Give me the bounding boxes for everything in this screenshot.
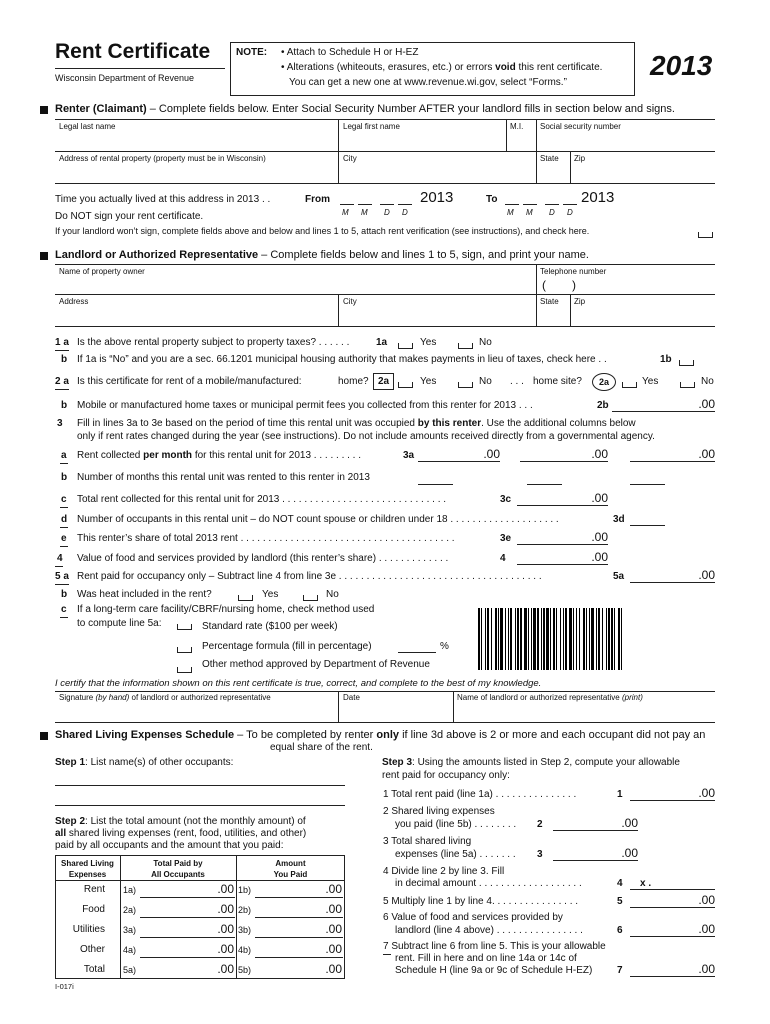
input-3e[interactable] [517, 544, 608, 545]
barcode-bar [614, 608, 615, 670]
barcode-bar [565, 608, 567, 670]
checkbox-standard-rate[interactable] [177, 624, 192, 630]
step-1: Step 1: List name(s) of other occupants: [55, 757, 234, 768]
checkbox-landlord-wont-sign[interactable] [698, 232, 713, 238]
input-3a[interactable] [418, 461, 500, 462]
barcode-bar [515, 608, 516, 670]
field-landlord-address[interactable]: Address [59, 297, 89, 306]
input-2b-your-food[interactable] [255, 917, 343, 918]
barcode-bar [560, 608, 561, 670]
section-bullet [40, 252, 48, 260]
step-2: Step 2: List the total amount (not the monthly amount) of [55, 816, 306, 827]
input-5a[interactable] [630, 582, 715, 583]
standard-rate-label: Standard rate ($100 per week) [202, 621, 338, 632]
landlord-heading: Landlord or Authorized Representative – Complete fields below and lines 1 to 5, sign, and print your name. [55, 249, 589, 261]
certification-statement: I certify that the information shown on this rent certificate is true, correct, and complete to the best of my knowledge. [55, 678, 542, 689]
barcode-bar [510, 608, 512, 670]
field-telephone[interactable]: Telephone number [540, 267, 607, 276]
barcode-bar [602, 608, 603, 670]
landlord-wont-sign: If your landlord won’t sign, complete fields above and below and lines 1 to 5, attach rent verification (see instructions), and check here. [55, 226, 590, 236]
checkbox-1b[interactable] [679, 360, 694, 366]
barcode-bar [550, 608, 551, 670]
field-landlord-zip[interactable]: Zip [574, 297, 586, 306]
step3-line-2: 2 Shared living expenses [383, 806, 495, 817]
to-year: 2013 [581, 189, 615, 206]
input-step3-3[interactable] [553, 860, 638, 861]
field-landlord-city[interactable]: City [343, 297, 357, 306]
input-3c[interactable] [517, 505, 608, 506]
line-3a-text: Rent collected per month for this rental unit for 2013 . . . . . . . . . [77, 450, 362, 461]
input-3a-col2[interactable] [520, 461, 608, 462]
barcode-bar [543, 608, 545, 670]
line-3-instructions-2: only if rent rates changed during the year (see instructions). Do not include amounts received directly from a governmental agency. [77, 431, 655, 442]
barcode-bar [591, 608, 594, 670]
barcode-bar [579, 608, 580, 670]
barcode-bar [485, 608, 486, 670]
input-step3-6[interactable] [630, 936, 715, 937]
tax-year: 2013 [650, 50, 713, 81]
input-2a-total-food[interactable] [140, 917, 235, 918]
line-1b-text: If 1a is “No” and you are a sec. 66.1201 municipal housing authority that makes payments in lieu of taxes, check here . . [77, 354, 607, 365]
input-step3-7[interactable] [630, 976, 715, 977]
from-year: 2013 [420, 189, 454, 206]
barcode-bar [608, 608, 610, 670]
field-rental-address[interactable]: Address of rental property (property must be in Wisconsin) [59, 154, 266, 163]
barcode [478, 608, 718, 670]
barcode-bar [495, 608, 497, 670]
barcode-bar [498, 608, 499, 670]
line-3b-text: Number of months this rental unit was rented to this renter in 2013 [77, 472, 370, 483]
step3-line-1: 1 Total rent paid (line 1a) . . . . . . . . . . . . . . . [383, 789, 577, 800]
barcode-bar [500, 608, 503, 670]
line-5b-text: Was heat included in the rent? [77, 589, 212, 600]
field-middle-initial[interactable]: M.I. [510, 122, 524, 131]
input-step3-2[interactable] [553, 830, 638, 831]
renter-heading: Renter (Claimant) – Complete fields below. Enter Social Security Number AFTER your landlord fills in section below and signs. [55, 103, 675, 115]
input-3b-col2[interactable] [527, 484, 562, 485]
line-5c-text: If a long-term care facility/CBRF/nursing home, check method used [77, 604, 375, 615]
barcode-bar [520, 608, 522, 670]
other-method-label: Other method approved by Department of Revenue [202, 659, 430, 670]
occupant-name-line-2[interactable] [55, 805, 345, 806]
checkbox-5b-yes[interactable] [238, 595, 253, 601]
barcode-bar [531, 608, 532, 670]
checkbox-2a-home-no[interactable] [458, 382, 473, 388]
input-4[interactable] [517, 564, 608, 565]
checkbox-5b-no[interactable] [303, 595, 318, 601]
input-step3-1[interactable] [630, 800, 715, 801]
field-first-name[interactable]: Legal first name [343, 122, 400, 131]
form-title: Rent Certificate [55, 40, 211, 63]
line-3e-text: This renter’s share of total 2013 rent . . . . . . . . . . . . . . . . . . . . . . . . . . . . . . . . . . . . . . . [77, 533, 455, 544]
line-3-instructions-1: Fill in lines 3a to 3e based on the period of time this rental unit was occupied by this renter. Use the additional columns below [77, 418, 636, 429]
step3-line-5: 5 Multiply line 1 by line 4. . . . . . . . . . . . . . . . [383, 896, 579, 907]
barcode-bar [576, 608, 577, 670]
barcode-bar [618, 608, 620, 670]
barcode-bar [541, 608, 542, 670]
step-3: Step 3: Using the amounts listed in Step 2, compute your allowable [382, 757, 680, 768]
barcode-bar [573, 608, 574, 670]
field-signature[interactable]: Signature (by hand) of landlord or authorized representative [59, 693, 271, 702]
col-header-expenses: Shared Living Expenses [61, 859, 114, 879]
input-3d[interactable] [630, 525, 665, 526]
barcode-bar [569, 608, 572, 670]
note-item-2: • Alterations (whiteouts, erasures, etc.) or errors void this rent certificate. [281, 62, 603, 73]
line-3d-text: Number of occupants in this rental unit – do NOT count spouse or children under 18 . . . . . . . . . . . . . . . . . . . . [77, 514, 559, 525]
barcode-bar [505, 608, 506, 670]
field-owner-name[interactable]: Name of property owner [59, 267, 145, 276]
input-3b[interactable] [418, 484, 453, 485]
input-step3-5[interactable] [630, 907, 715, 908]
barcode-bar [598, 608, 600, 670]
barcode-bar [546, 608, 549, 670]
barcode-bar [556, 608, 557, 670]
line-3c-text: Total rent collected for this rental unit for 2013 . . . . . . . . . . . . . . . . . . . . . . . . . . . . . . [77, 494, 447, 505]
line-2b-text: Mobile or manufactured home taxes or municipal permit fees you collected from this renter for 2013 . . . [77, 400, 533, 411]
barcode-bar [528, 608, 529, 670]
shared-heading: Shared Living Expenses Schedule – To be completed by renter only if line 3d above is 2 or more and each occupant did not pay an [55, 729, 706, 741]
input-percentage[interactable] [398, 652, 436, 653]
step3-line-3: 3 Total shared living [383, 836, 472, 847]
input-3b-your-utilities[interactable] [255, 937, 343, 938]
barcode-bar [583, 608, 585, 670]
col-header-total-paid: Total Paid by All Occupants [151, 859, 205, 879]
input-3b-col3[interactable] [630, 484, 665, 485]
barcode-bar [524, 608, 527, 670]
barcode-bar [553, 608, 555, 670]
section-bullet [40, 106, 48, 114]
line-5a-text: Rent paid for occupancy only – Subtract line 4 from line 3e . . . . . . . . . . . . . . . . . . . . . . . . . . . . . . . . . . . . . [77, 571, 542, 582]
checkbox-2a-site-no[interactable] [680, 382, 695, 388]
field-last-name[interactable]: Legal last name [59, 122, 116, 131]
barcode-bar [533, 608, 536, 670]
field-date[interactable]: Date [343, 693, 360, 702]
barcode-bar [596, 608, 597, 670]
do-not-sign: Do NOT sign your rent certificate. [55, 211, 204, 222]
time-lived-label: Time you actually lived at this address in 2013 . . [55, 194, 271, 205]
input-4b-your-other[interactable] [255, 957, 343, 958]
step3-line-7: 7 Subtract line 6 from line 5. This is your allowable [383, 941, 606, 952]
barcode-bar [487, 608, 489, 670]
barcode-bar [586, 608, 587, 670]
checkbox-1a-yes[interactable] [398, 343, 413, 349]
field-city[interactable]: City [343, 154, 357, 163]
col-header-you-paid: Amount You Paid [273, 859, 308, 879]
to-label: To [486, 194, 498, 205]
input-2b[interactable] [612, 411, 715, 412]
line-2a-text: Is this certificate for rent of a mobile/manufactured: [77, 376, 302, 387]
barcode-bar [606, 608, 607, 670]
field-landlord-print-name[interactable]: Name of landlord or authorized representative (print) [457, 693, 643, 702]
department-name: Wisconsin Department of Revenue [55, 73, 195, 83]
input-1b-your-rent[interactable] [255, 897, 343, 898]
input-4a-total-other[interactable] [140, 957, 235, 958]
checkbox-percentage-formula[interactable] [177, 647, 192, 653]
input-1a-total-rent[interactable] [140, 897, 235, 898]
occupant-name-line-1[interactable] [55, 785, 345, 786]
step3-line-6: 6 Value of food and services provided by [383, 912, 563, 923]
barcode-bar [508, 608, 509, 670]
note-item-1: • Attach to Schedule H or H-EZ [281, 47, 419, 58]
field-state[interactable]: State [540, 154, 559, 163]
note-item-3: You can get a new one at www.revenue.wi.gov, select “Forms.” [289, 77, 567, 88]
checkbox-1a-no[interactable] [458, 343, 473, 349]
barcode-bar [589, 608, 590, 670]
field-landlord-state[interactable]: State [540, 297, 559, 306]
input-step3-4[interactable] [630, 889, 715, 890]
percentage-formula-label: Percentage formula (fill in percentage) [202, 641, 372, 652]
barcode-bar [563, 608, 564, 670]
input-3a-col3[interactable] [630, 461, 715, 462]
barcode-bar [491, 608, 492, 670]
field-zip[interactable]: Zip [574, 154, 586, 163]
checkbox-2a-site-yes[interactable] [622, 382, 637, 388]
barcode-bar [621, 608, 622, 670]
note-label: NOTE: [236, 47, 268, 58]
from-label: From [305, 194, 330, 205]
checkbox-2a-home-yes[interactable] [398, 382, 413, 388]
barcode-bar [611, 608, 613, 670]
field-ssn[interactable]: Social security number [540, 122, 621, 131]
line-1a-text: Is the above rental property subject to property taxes? . . . . . . [77, 337, 350, 348]
checkbox-other-method[interactable] [177, 667, 192, 673]
section-bullet [40, 732, 48, 740]
step3-line-4: 4 Divide line 2 by line 3. Fill [383, 866, 505, 877]
line-4-text: Value of food and services provided by landlord (this renter’s share) . . . . . . . . . . . . . [77, 553, 449, 564]
input-3a-total-utilities[interactable] [140, 937, 235, 938]
barcode-bar [481, 608, 482, 670]
barcode-bar [517, 608, 519, 670]
form-id: I-017i [55, 982, 74, 991]
barcode-bar [478, 608, 480, 670]
barcode-bar [537, 608, 539, 670]
